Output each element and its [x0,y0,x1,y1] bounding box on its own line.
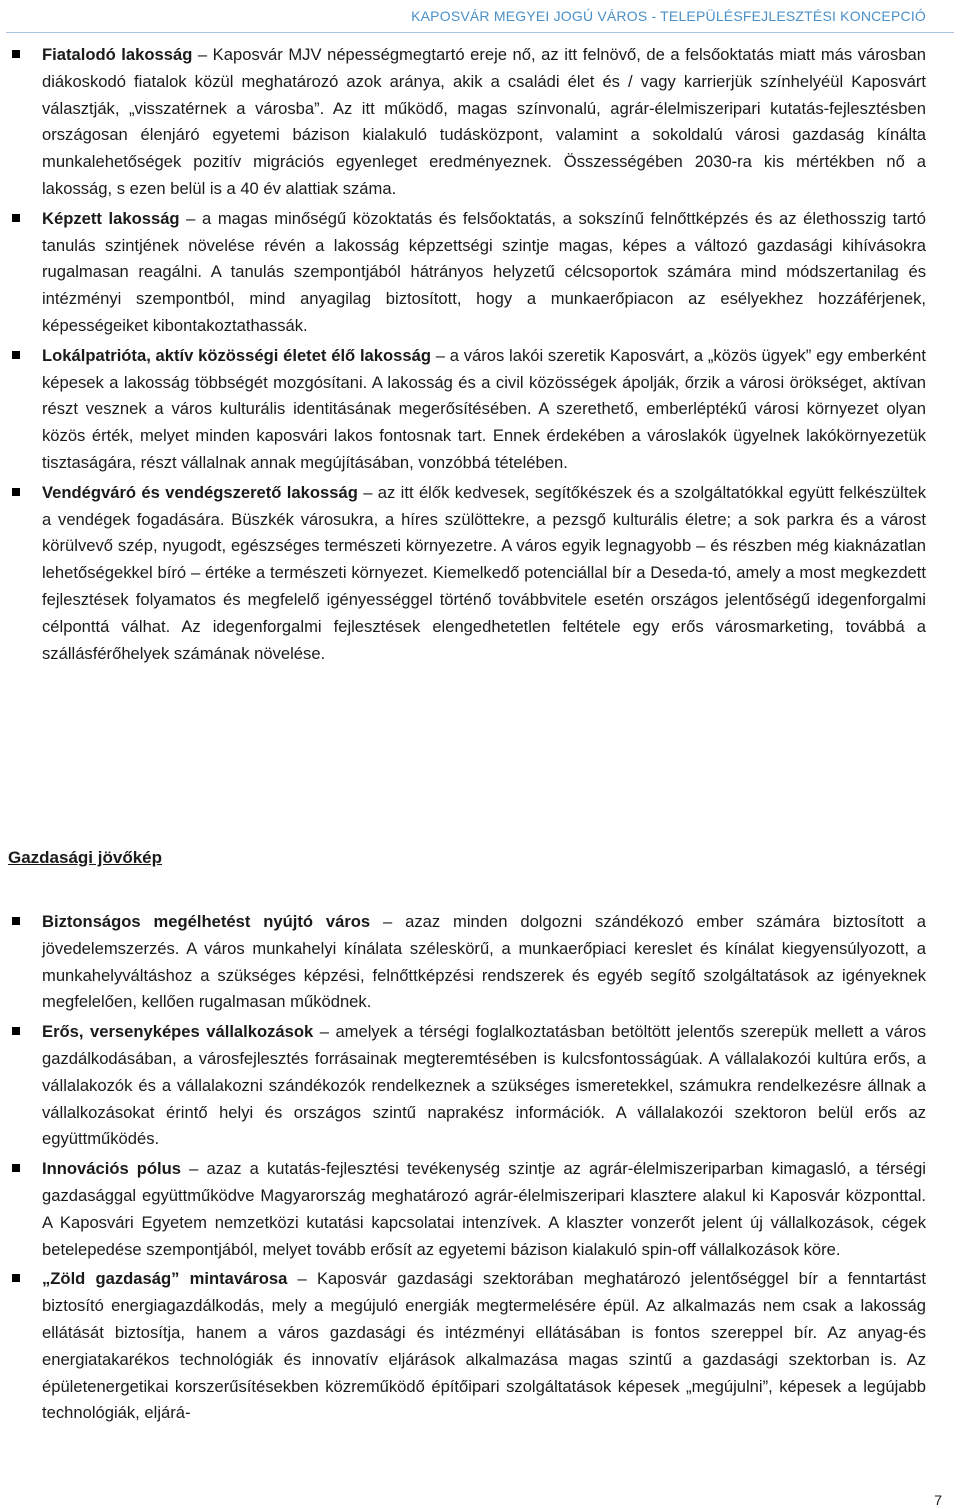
section-heading: Gazdasági jövőkép [8,848,162,867]
economy-list [6,909,926,1427]
square-bullet-icon [12,1027,20,1035]
item-body: – Kaposvár MJV népességmegtartó ereje nő, az itt felnövő, de a felsőoktatás miatt más városban diákoskodó fiatalok közül meghatározó azok aránya, akik a családi élet és / vagy karrierjük színhelyéül Kaposvárt választják, „visszatérnek a városba”. Az itt működő, magas színvonalú, agrár-élelmiszeripari kutatás-fejlesztésben országosan élenjáró egyetemi bázison kialakuló tudásközpont, valamint a sokoldalú városi gazdaság kínálta munkalehetőségek pozitív migrációs egyenleget eredményeznek. Összességében 2030-ra kis mértékben nő a lakosság, s ezen belül is a 40 év alattiak száma. [42,45,926,198]
header-divider [6,32,954,33]
item-body: – azaz a kutatás-fejlesztési tevékenység szintje az agrár-élelmiszeriparban kimagasló, a térségi gazdasággal együttműködve Magyarország meghatározó agrár-élelmiszeripari klasztere alakul ki Kaposvár központtal. A Kaposvári Egyetem nemzetközi kutatási kapcsolatai intenzívek. A klaszter vonzerőt jelent új vállalkozások, cégek betelepedése szempontjából, melyet tovább erősít az egyetemi bázison kialakuló spin-off vállalkozások köre. [42,1159,926,1259]
square-bullet-icon [12,1274,20,1282]
item-title: Erős, versenyképes vállalkozások [42,1022,314,1042]
item-title: Fiatalodó lakosság [42,45,193,64]
item-body: – amelyek a térségi foglalkoztatásban betöltött jelentős szerepük mellett a város gazdálkodásában, a városfejlesztés forrásainak megteremtésében is kulcsfontosságúak. A vállalakozói kultúra erős, a vállalakozók és a vállalakozni szándékozók rendelkeznek a szükséges ismeretekkel, számukra rendelkezésre állnak a vállalkozásokat érintő helyi és országos szintű naprakész információk. A vállalakozói szektoron belül erős az együttműködés. [42,1022,926,1149]
list-item [6,1156,926,1263]
item-body: – az itt élők kedvesek, segítőkészek és a szolgáltatókkal együtt felkészültek a vendégek fogadására. Büszkék városukra, a híres szülöttekre, a pezsgő kulturális életre; a sok parkra és a várost körülvevő szép, nyugodt, egészséges természeti környezetre. A város egyik legnagyobb – és részben még kiaknázatlan lehetőségekkel bíró – értéke a természeti környezet. Kiemelkedő potenciállal bír a Deseda-tó, amely a most megkezdett fejlesztések folyamatos és megfelelő igényességgel történő továbbvitele esetén országos jelentőségű idegenforgalmi célponttá válhat. Az idegenforgalmi fejlesztések elengedhetetlen feltétele egy erős városmarketing, továbbá a szállásférőhelyek számának növelése. [42,482,926,663]
item-body: – a magas minőségű közoktatás és felsőoktatás, a sokszínű felnőttképzés és az élethosszig tartó tanulás szintjének növelése révén a lakosság képzettségi szintje magas, képes a változó gazdasági kihívásokra rugalmasan reagálni. A tanulás szempontjából hátrányos helyzetű célcsoportok számára mind módszertanilag és intézményi szempontból, mind anyagilag biztosított, hogy a munkaerőpiacon az esélyekhez hozzáférjenek, képességeiket kibontakoztathassák. [42,208,927,335]
item-title: Innovációs pólus [42,1159,182,1179]
list-item [6,480,926,668]
square-bullet-icon [12,50,20,58]
square-bullet-icon [12,351,20,359]
item-body: – azaz minden dolgozni szándékozó ember számára biztosított a jövedelemszerzés. A város munkahelyi kínálata széleskörű, a munkaerőpiaci kereslet és kínálat kiegyensúlyozott, a munkahelyváltáshoz a szükséges képzési, felnőttképzési rendszerek és egyéb segítő szolgáltatások az igényeknek megfelelően, kellően rugalmasan működnek. [42,912,926,1012]
list-item [6,1019,926,1153]
item-title: Lokálpatrióta, aktív közösségi életet élő lakosság [42,345,431,365]
item-body: – Kaposvár gazdasági szektorában meghatározó jelentőséggel bír a fenntartást biztosító energiagazdálkodás, mely a megújuló energiák megtermelésére épül. Az alkalmazás nem csak a lakosság ellátását biztosítja, hanem a város gazdasági és intézményi ellátásában is fontos szereppel bír. Az anyag-és energiatakarékos technológiák és innovatív eljárások alkalmazása magas szintű a gazdasági szektorban is. Az épületenergetikai korszerűsítésekben közreműködő építőipari szolgáltatások képesek „megújulni”, képesek a legújabb technológiák, eljárá- [42,1269,927,1423]
square-bullet-icon [12,1164,20,1172]
list-item [6,909,926,1016]
population-list [6,42,926,667]
item-title: Vendégváró és vendégszerető lakosság [42,482,358,502]
list-item [6,42,926,203]
running-header: KAPOSVÁR MEGYEI JOGÚ VÁROS - TELEPÜLÉSFEJLESZTÉSI KONCEPCIÓ [411,8,926,24]
list-item [6,1266,926,1427]
item-title: Képzett lakosság [42,208,180,228]
square-bullet-icon [12,917,20,925]
list-item [6,343,926,477]
square-bullet-icon [12,214,20,222]
item-title: Biztonságos megélhetést nyújtó város [42,912,371,931]
square-bullet-icon [12,488,20,496]
page-number: 7 [934,1492,942,1508]
item-title: „Zöld gazdaság” mintavárosa [42,1269,288,1289]
list-item [6,206,926,340]
item-body: – a város lakói szeretik Kaposvárt, a „közös ügyek” egy emberként képesek a lakosság többségét mozgósítani. A lakosság és a civil közösségek ápolják, őrzik a városi örökséget, aktívan részt vesznek a város kulturális identitásának megerősítésében. A szerethető, emberléptékű városi környezet olyan közös érték, melyet minden kaposvári lakos fontosnak tart. Ennek érdekében a városlakók ügyelnek lakókörnyezetük tisztaságára, részt vállalnak annak megújításában, vonzóbbá tételében. [42,345,926,472]
